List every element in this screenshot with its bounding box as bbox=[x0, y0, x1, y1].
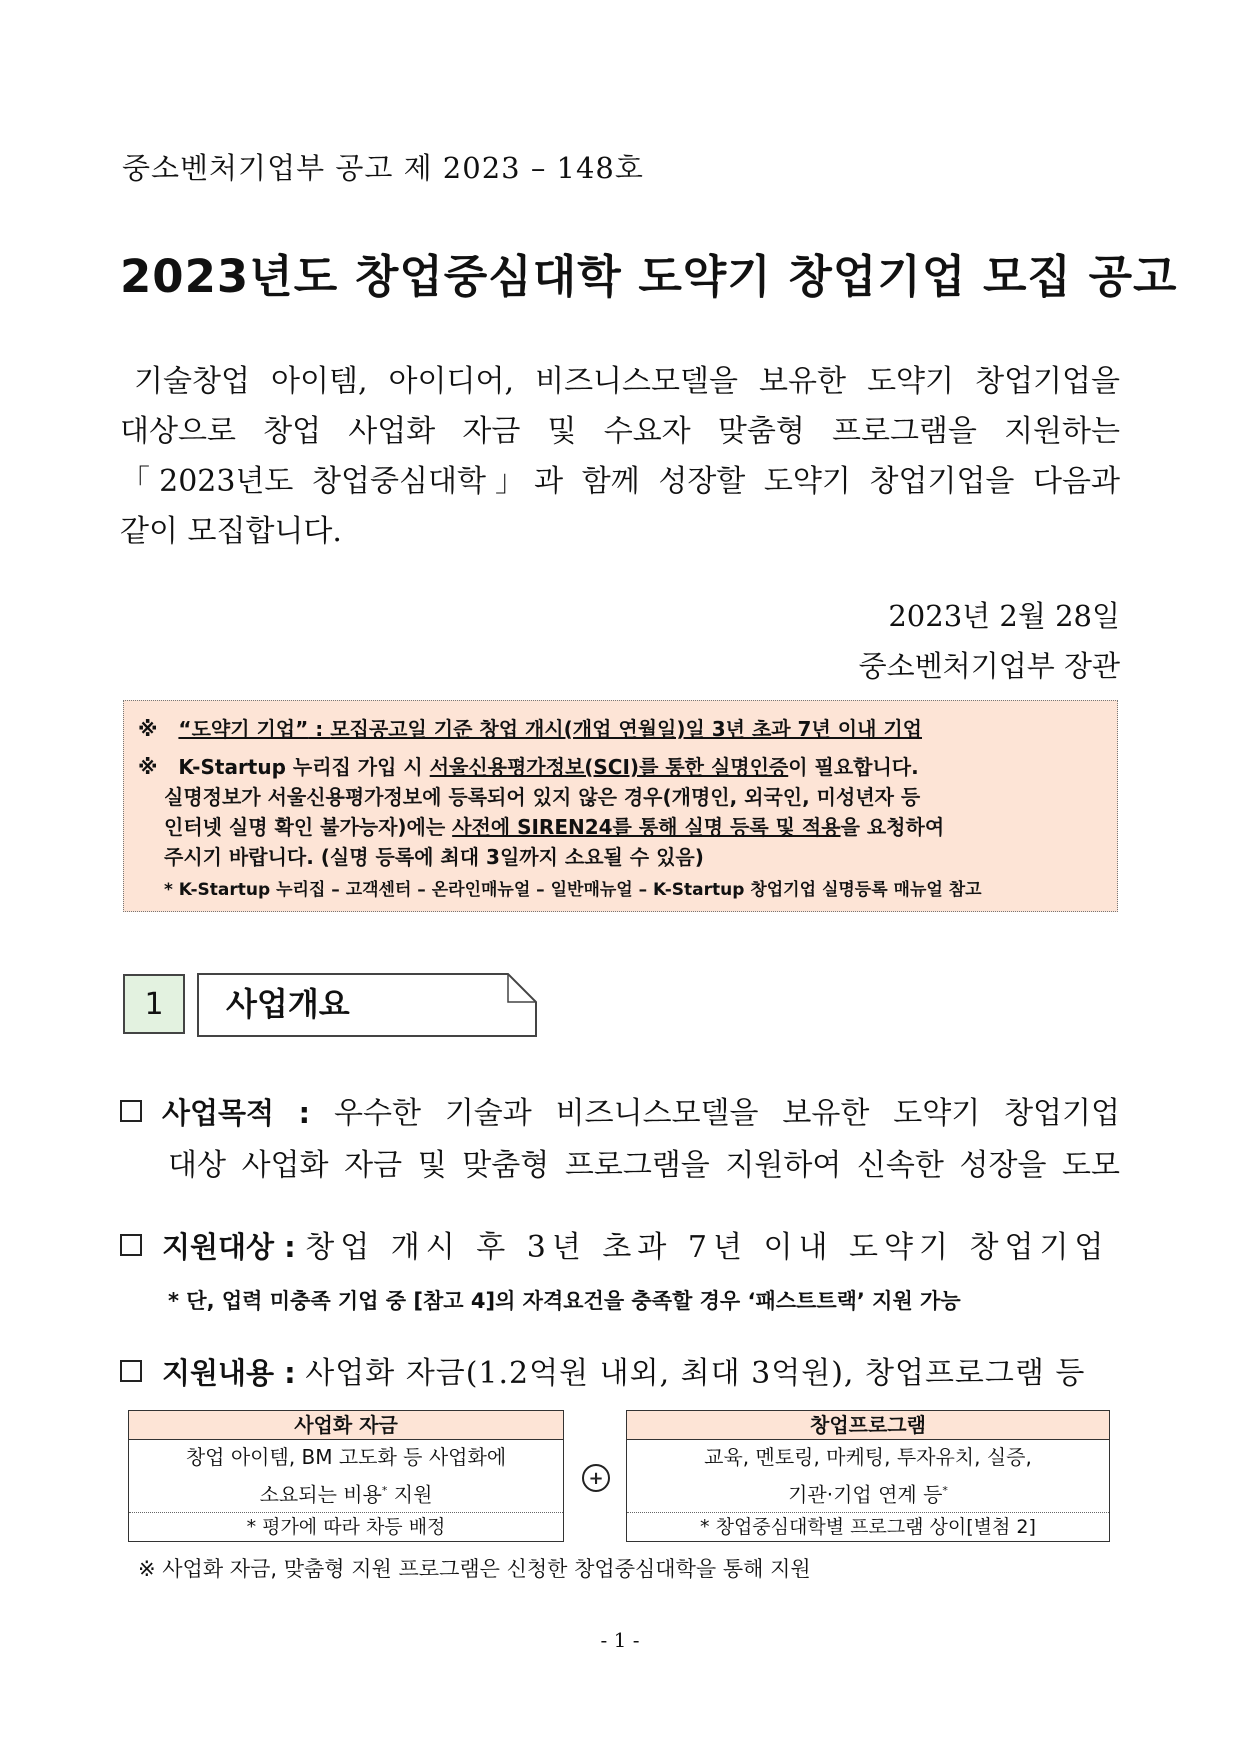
intro-line-3: 「2023년도 창업중심대학」과 함께 성장할 도약기 창업기업을 다음과 bbox=[120, 464, 1120, 499]
purpose-line-2: 대상 사업화 자금 및 맞춤형 프로그램을 지원하여 신속한 성장을 도모 bbox=[168, 1148, 1120, 1183]
support-line bbox=[120, 1348, 1120, 1392]
reference-mark: ※ bbox=[138, 717, 158, 741]
notice-line-4 bbox=[164, 811, 944, 840]
program-line-2 bbox=[627, 1474, 1109, 1512]
intro-line-1: 기술창업 아이템, 아이디어, 비즈니스모델을 보유한 도약기 창업기업을 bbox=[134, 364, 1120, 399]
notice-text: K-Startup 누리집 가입 시 bbox=[178, 755, 430, 779]
funding-line-2 bbox=[129, 1474, 563, 1512]
program-table-header: 창업프로그램 bbox=[627, 1411, 1109, 1440]
page-number: - 1 - bbox=[600, 1628, 640, 1652]
notice-line-6: * K-Startup 누리집 – 고객센터 – 온라인매뉴얼 – 일반매뉴얼 – K-Startup 창업기업 실명등록 매뉴얼 참고 bbox=[164, 880, 982, 900]
target-text: 창업 개시 후 3년 초과 7년 이내 도약기 창업기업 bbox=[305, 1230, 1110, 1265]
issue-date: 2023년 2월 28일 bbox=[888, 599, 1120, 633]
footer-note: ※ 사업화 자금, 맞춤형 지원 프로그램은 신청한 창업중심대학을 통해 지원 bbox=[138, 1557, 811, 1581]
plus-symbol: + bbox=[588, 1468, 604, 1489]
purpose-label: 사업목적 : bbox=[162, 1096, 311, 1130]
funding-table-body bbox=[129, 1440, 563, 1512]
support-text: 사업화 자금(1.2억원 내외, 최대 3억원), 창업프로그램 등 bbox=[305, 1356, 1086, 1391]
footnote-mark: * bbox=[381, 1484, 388, 1497]
program-line-2-text: 기관·기업 연계 등 bbox=[788, 1482, 943, 1507]
program-table-footer: * 창업중심대학별 프로그램 상이[별첨 2] bbox=[627, 1512, 1109, 1541]
checkbox-icon bbox=[120, 1100, 142, 1122]
document-title: 2023년도 창업중심대학 도약기 창업기업 모집 공고 bbox=[120, 250, 1178, 303]
section-title: 사업개요 bbox=[226, 985, 350, 1023]
notice-line-1 bbox=[138, 713, 922, 742]
notice-underlined: 사전에 SIREN24를 통해 실명 등록 및 적용 bbox=[452, 815, 841, 839]
notice-text: 을 요청하여 bbox=[840, 815, 945, 839]
plus-circle-icon bbox=[580, 1462, 612, 1494]
purpose-text: 우수한 기술과 비즈니스모델을 보유한 도약기 창업기업 bbox=[334, 1096, 1120, 1131]
reference-mark: ※ bbox=[138, 755, 158, 779]
target-note: * 단, 업력 미충족 기업 중 [참고 4]의 자격요건을 충족할 경우 ‘패스트트랙’ 지원 가능 bbox=[168, 1289, 961, 1313]
notice-underlined: 서울신용평가정보(SCI)를 통한 실명인증 bbox=[429, 755, 789, 779]
notice-definition: 모집공고일 기준 창업 개시(개업 연월일)일 3년 초과 7년 이내 기업 bbox=[330, 717, 922, 741]
notice-term: “도약기 기업” bbox=[178, 717, 309, 741]
checkbox-icon bbox=[120, 1234, 142, 1256]
notice-text: 이 필요합니다. bbox=[788, 755, 919, 779]
funding-line-2-end: 지원 bbox=[387, 1482, 433, 1507]
program-table bbox=[626, 1410, 1110, 1542]
funding-line-2-text: 소요되는 비용 bbox=[259, 1482, 382, 1507]
notice-text: 인터넷 실명 확인 불가능자)에는 bbox=[164, 815, 453, 839]
section-number: 1 bbox=[123, 974, 185, 1034]
support-label: 지원내용 : bbox=[162, 1356, 296, 1390]
target-line bbox=[120, 1222, 1120, 1266]
notice-box bbox=[123, 700, 1118, 912]
notice-colon: : bbox=[308, 717, 331, 741]
program-table-body bbox=[627, 1440, 1109, 1512]
funding-line-1: 창업 아이템, BM 고도화 등 사업화에 bbox=[185, 1445, 507, 1469]
program-line-1: 교육, 멘토링, 마케팅, 투자유치, 실증, bbox=[704, 1445, 1032, 1469]
intro-line-2: 대상으로 창업 사업화 자금 및 수요자 맞춤형 프로그램을 지원하는 bbox=[120, 414, 1120, 449]
funding-table-footer: * 평가에 따라 차등 배정 bbox=[129, 1512, 563, 1541]
issuer: 중소벤처기업부 장관 bbox=[858, 649, 1120, 683]
funding-table-header: 사업화 자금 bbox=[129, 1411, 563, 1440]
notice-line-3: 실명정보가 서울신용평가정보에 등록되어 있지 않은 경우(개명인, 외국인, 미성년자 등 bbox=[164, 785, 921, 809]
notice-line-2 bbox=[138, 751, 919, 780]
funding-table bbox=[128, 1410, 564, 1542]
footnote-mark: * bbox=[942, 1484, 948, 1497]
notice-line-5: 주시기 바랍니다. (실명 등록에 최대 3일까지 소요될 수 있음) bbox=[164, 845, 704, 869]
target-label: 지원대상 : bbox=[162, 1230, 296, 1264]
intro-line-4: 같이 모집합니다. bbox=[120, 514, 342, 549]
notice-number: 중소벤처기업부 공고 제 2023 – 148호 bbox=[122, 151, 644, 185]
purpose-line-1 bbox=[120, 1088, 1120, 1132]
checkbox-icon bbox=[120, 1360, 142, 1382]
